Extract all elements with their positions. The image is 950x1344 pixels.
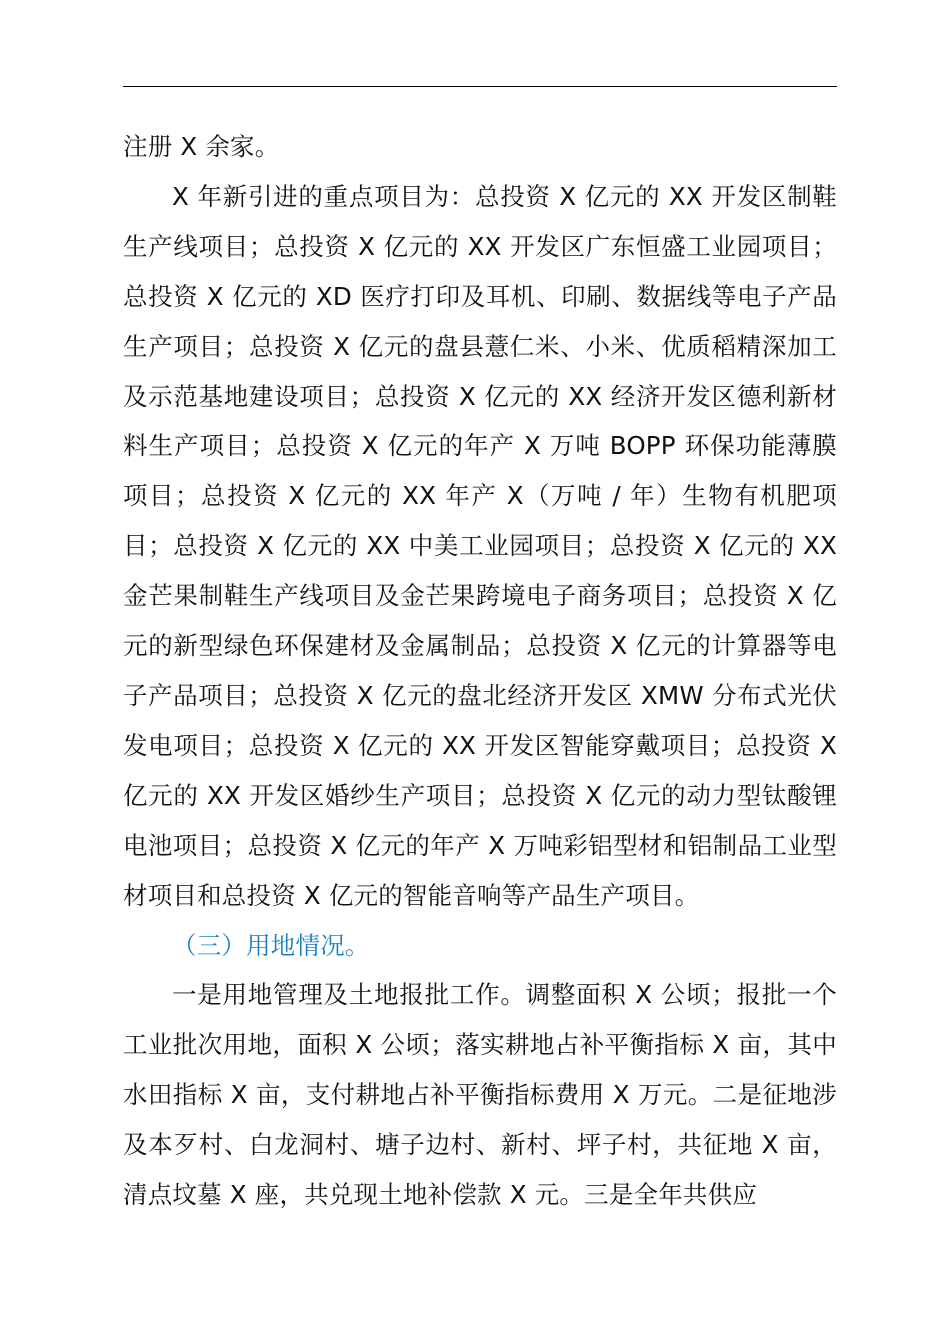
paragraph-land-use: 一是用地管理及土地报批工作。调整面积 X 公顷；报批一个工业批次用地，面积 X 公顷；落实耕地占补平衡指标 X 亩，其中水田指标 X 亩，支付耕地占补平衡指标费用 X 万元。二是征地涉及本歹村、白龙洞村、塘子边村、新村、坪子村，共征地 X 亩，清点坟墓 X 座，共兑现土地补偿款 X 元。三是全年共供应 — [123, 980, 837, 1210]
paragraph-key-projects: X 年新引进的重点项目为：总投资 X 亿元的 XX 开发区制鞋生产线项目；总投资 X 亿元的 XX 开发区广东恒盛工业园项目；总投资 X 亿元的 XD 医疗打印及耳机、印刷、数据线等电子产品生产项目；总投资 X 亿元的盘县薏仁米、小米、优质稻精深加工及示范基地建设项目；总投资 X 亿元的 XX 经济开发区德利新材料生产项目；总投资 X 亿元的年产 X 万吨 BOPP 环保功能薄膜项目；总投资 X 亿元的 XX 年产 X（万吨 / 年）生物有机肥项目；总投资 X 亿元的 XX 中美工业园项目；总投资 X 亿元的 XX 金芒果制鞋生产线项目及金芒果跨境电子商务项目；总投资 X 亿元的新型绿色环保建材及金属制品；总投资 X 亿元的计算器等电子产品项目；总投资 X 亿元的盘北经济开发区 XMW 分布式光伏发电项目；总投资 X 亿元的 XX 开发区智能穿戴项目；总投资 X 亿元的 XX 开发区婚纱生产项目；总投资 X 亿元的动力型钛酸锂电池项目；总投资 X 亿元的年产 X 万吨彩铝型材和铝制品工业型材项目和总投资 X 亿元的智能音响等产品生产项目。 — [123, 181, 837, 910]
header-rule — [123, 86, 837, 87]
document-body — [123, 122, 837, 1220]
section-heading: （三）用地情况。 — [172, 930, 370, 960]
paragraph-continuation: 注册 X 余家。 — [123, 132, 280, 161]
